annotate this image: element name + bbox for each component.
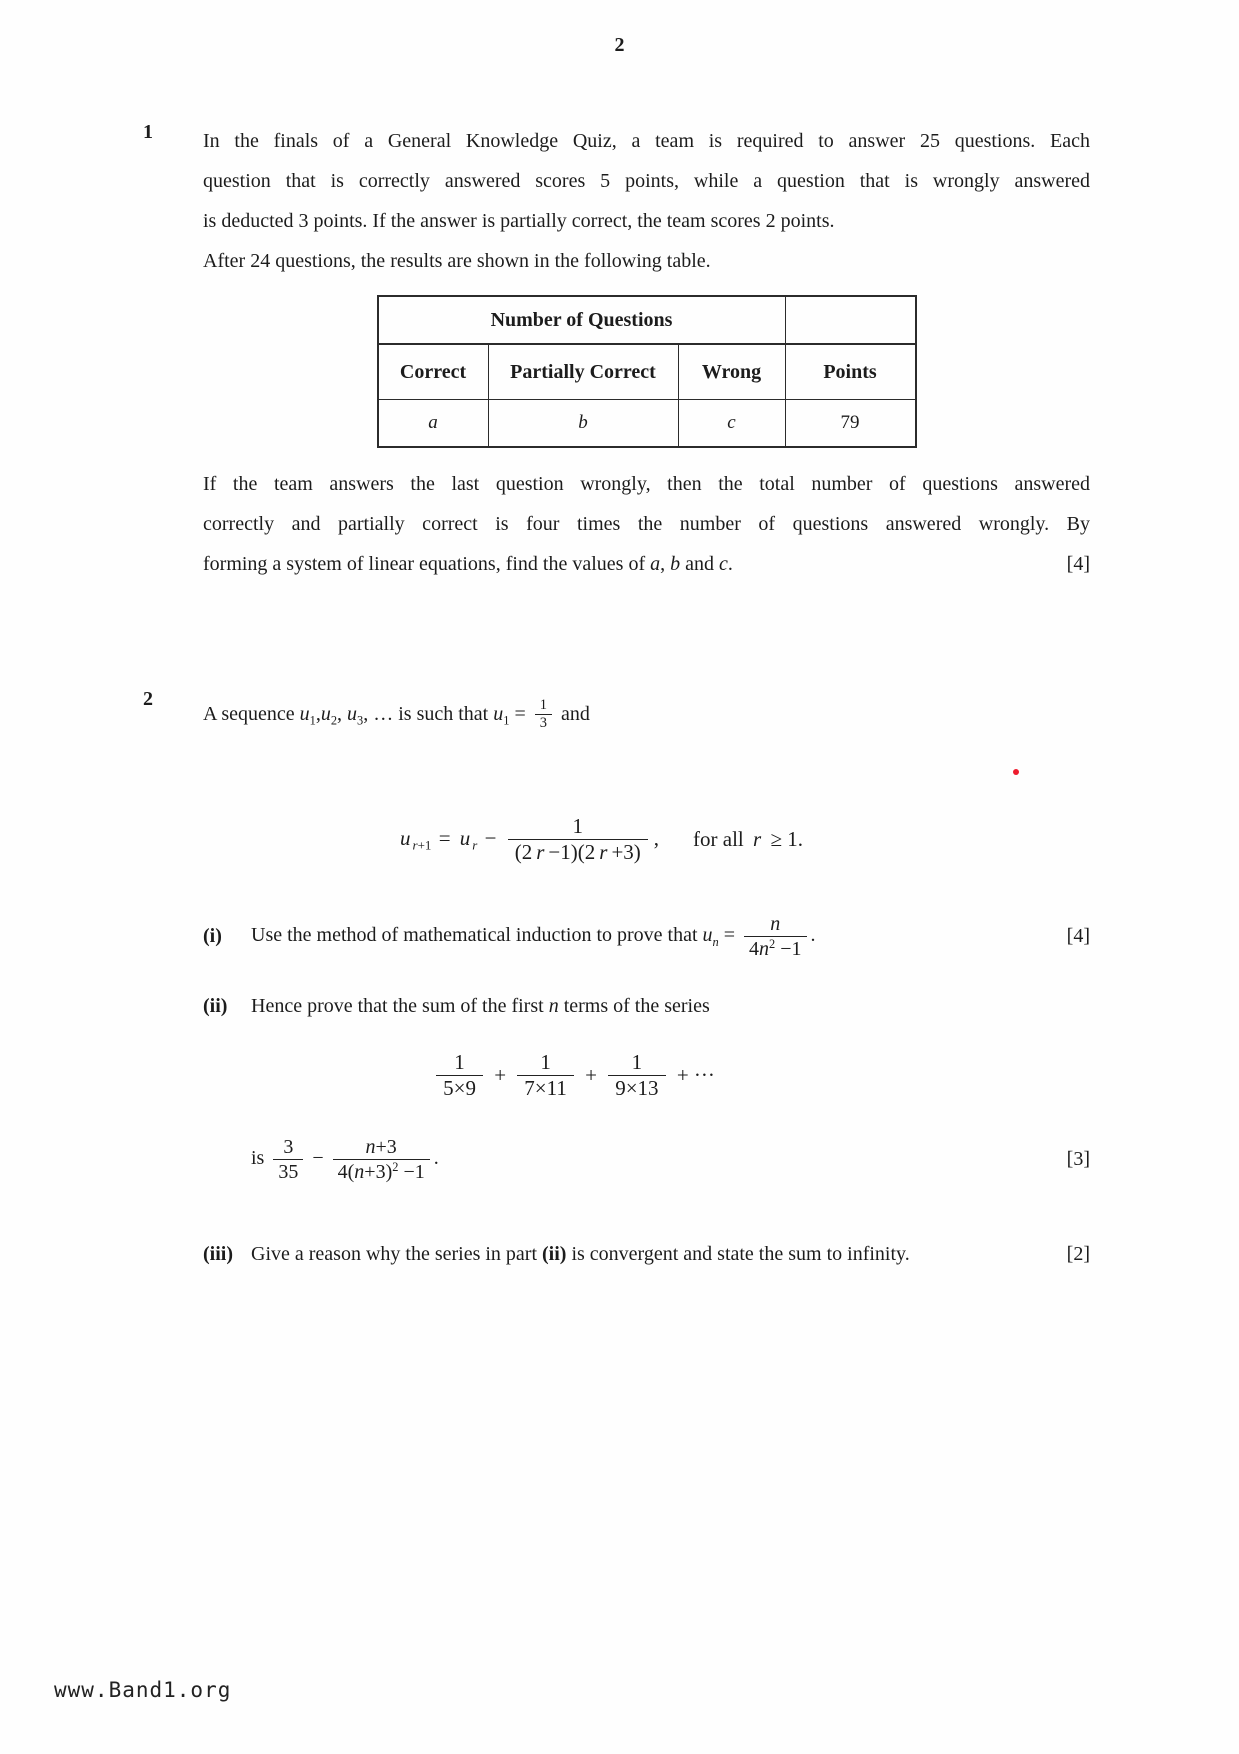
table-value-c: c bbox=[678, 400, 785, 448]
math-token: , … is such that bbox=[363, 703, 494, 725]
math-token: 1 bbox=[309, 713, 316, 728]
math-token: u bbox=[702, 924, 713, 947]
paragraph-line: After 24 questions, the results are shown in the following table. bbox=[203, 250, 711, 272]
math-token: + bbox=[579, 1063, 603, 1088]
part-ii-text bbox=[251, 995, 1040, 1018]
math-token: 1 bbox=[572, 814, 583, 839]
part-ii-sum-expression bbox=[251, 1135, 1040, 1184]
math-token: . bbox=[727, 553, 733, 575]
math-token: . bbox=[433, 1147, 439, 1170]
math-token: + bbox=[488, 1063, 512, 1088]
results-table bbox=[377, 295, 917, 448]
math-token: n bbox=[365, 1136, 376, 1159]
column-header-wrong: Wrong bbox=[678, 344, 785, 400]
math-token: u bbox=[459, 825, 471, 850]
marks-badge: [4] bbox=[1066, 553, 1090, 575]
math-token: , bbox=[315, 703, 321, 725]
math-token: = bbox=[433, 825, 456, 850]
math-token: , bbox=[337, 703, 348, 725]
column-header-partially-correct: Partially Correct bbox=[488, 344, 678, 400]
math-token: r bbox=[412, 837, 418, 853]
part-i-row bbox=[203, 901, 1090, 973]
math-token: +1 bbox=[417, 837, 432, 853]
math-token: A sequence bbox=[203, 703, 300, 725]
part-i-label: (i) bbox=[203, 925, 222, 948]
table-empty-header-cell bbox=[785, 296, 916, 344]
recurrence-equation bbox=[398, 814, 661, 865]
math-token: −1)(2 bbox=[548, 840, 596, 865]
part-iii-text bbox=[251, 1243, 1040, 1266]
math-token: and bbox=[680, 553, 719, 575]
math-token: (ii) bbox=[542, 1243, 567, 1266]
math-token: u bbox=[299, 703, 310, 725]
math-token: +3) bbox=[364, 1161, 393, 1184]
math-token: 1 bbox=[503, 713, 510, 728]
math-token: 2 bbox=[769, 937, 776, 952]
column-header-points: Points bbox=[785, 344, 916, 400]
math-token: r bbox=[536, 840, 545, 865]
math-token: 3 bbox=[357, 713, 364, 728]
math-token: − bbox=[479, 825, 502, 850]
question-1-number: 1 bbox=[143, 121, 153, 143]
math-token: 2 bbox=[330, 713, 338, 728]
red-dot-mark bbox=[1013, 769, 1019, 775]
math-token: is bbox=[251, 1147, 270, 1170]
question-1-body bbox=[203, 121, 1090, 584]
math-token: r bbox=[753, 827, 762, 852]
question-2 bbox=[143, 688, 1239, 1277]
math-token: r bbox=[599, 840, 608, 865]
math-token: u bbox=[320, 703, 331, 725]
math-token: = bbox=[509, 703, 531, 725]
math-token: for all bbox=[693, 827, 750, 852]
sequence-intro-line bbox=[203, 688, 1090, 747]
math-token: n bbox=[548, 995, 559, 1018]
table-value-a: a bbox=[378, 400, 489, 448]
math-token: = bbox=[718, 924, 741, 947]
column-header-correct: Correct bbox=[378, 344, 489, 400]
page-number: 2 bbox=[614, 34, 625, 56]
math-token: Give a reason why the series in part bbox=[251, 1243, 543, 1266]
math-token: . bbox=[810, 924, 816, 947]
footer-watermark-url: www.Band1.org bbox=[54, 1678, 232, 1702]
math-token: b bbox=[670, 553, 681, 575]
math-token: , bbox=[660, 553, 671, 575]
math-token: −1 bbox=[775, 938, 802, 961]
part-i-text bbox=[251, 912, 1040, 961]
math-fraction bbox=[508, 814, 648, 865]
math-token: 1 bbox=[454, 1050, 465, 1075]
marks-badge: [4] bbox=[1066, 925, 1090, 948]
math-token: forming a system of linear equations, find the values of bbox=[203, 553, 651, 575]
math-token: 1 bbox=[540, 1050, 551, 1075]
paragraph-line: correctly and partially correct is four times the number of questions answered wrongly. By bbox=[203, 513, 1090, 535]
math-token: −1 bbox=[398, 1161, 425, 1184]
math-token: 7×11 bbox=[524, 1076, 567, 1101]
math-token: c bbox=[719, 553, 728, 575]
math-token: 3 bbox=[283, 1136, 294, 1159]
paragraph-line bbox=[203, 544, 1090, 584]
table-value-b: b bbox=[488, 400, 678, 448]
marks-badge: [2] bbox=[1066, 1243, 1090, 1266]
paragraph-line: In the finals of a General Knowledge Quiz, a team is required to answer 25 questions. Each bbox=[203, 130, 1090, 152]
math-token: 5×9 bbox=[443, 1076, 476, 1101]
math-token: a bbox=[650, 553, 661, 575]
math-fraction bbox=[744, 912, 806, 961]
math-token: 4( bbox=[337, 1161, 355, 1184]
part-iii-label: (iii) bbox=[203, 1243, 233, 1266]
math-fraction bbox=[535, 697, 552, 733]
math-token: 9×13 bbox=[615, 1076, 659, 1101]
part-ii-label: (ii) bbox=[203, 995, 228, 1018]
math-token: +3) bbox=[611, 840, 641, 865]
question-2-body bbox=[203, 688, 1090, 1277]
math-token: u bbox=[493, 703, 504, 725]
math-fraction bbox=[608, 1050, 665, 1101]
question-1 bbox=[143, 121, 1239, 584]
math-fraction bbox=[333, 1135, 430, 1184]
math-token: + ··· bbox=[671, 1063, 715, 1088]
recurrence-formula bbox=[158, 803, 1045, 877]
paragraph-line: question that is correctly answered scores 5 points, while a question that is wrongly answered bbox=[203, 170, 1090, 192]
math-token: Hence prove that the sum of the first bbox=[251, 995, 549, 1018]
math-token: n bbox=[712, 935, 719, 949]
math-token: r bbox=[472, 837, 478, 853]
table-row bbox=[378, 400, 916, 448]
math-token: (2 bbox=[514, 840, 533, 865]
math-token: n bbox=[759, 938, 770, 961]
part-iii-row bbox=[203, 1233, 1090, 1277]
recurrence-condition bbox=[691, 827, 805, 852]
paragraph-line: If the team answers the last question wrongly, then the total number of questions answered bbox=[203, 473, 1090, 495]
paragraph-line: is deducted 3 points. If the answer is partially correct, the team scores 2 points. bbox=[203, 210, 835, 232]
math-token: n bbox=[354, 1161, 365, 1184]
math-token: 3 bbox=[539, 714, 547, 731]
table-value-points: 79 bbox=[785, 400, 916, 448]
series-expression bbox=[131, 1039, 1018, 1113]
math-token: 4 bbox=[749, 938, 760, 961]
math-fraction bbox=[517, 1050, 574, 1101]
math-token: +3 bbox=[375, 1136, 397, 1159]
math-token: n bbox=[770, 913, 781, 936]
math-token: 1 bbox=[631, 1050, 643, 1075]
part-ii-sum-row bbox=[203, 1121, 1090, 1199]
math-token: 2 bbox=[392, 1160, 399, 1175]
question-2-number: 2 bbox=[143, 688, 153, 710]
math-token: , bbox=[653, 825, 660, 850]
math-token: and bbox=[555, 703, 590, 725]
math-token: Use the method of mathematical induction to prove that bbox=[251, 924, 703, 947]
math-token: 1 bbox=[539, 696, 547, 713]
math-token: − bbox=[307, 1147, 329, 1170]
math-token: ≥ 1. bbox=[765, 827, 803, 852]
paragraph-line-math bbox=[203, 553, 733, 575]
table-row bbox=[378, 344, 916, 400]
math-token: u bbox=[400, 825, 411, 850]
marks-badge: [3] bbox=[1066, 1148, 1090, 1171]
math-fraction bbox=[273, 1135, 303, 1184]
math-token: terms of the series bbox=[558, 995, 710, 1018]
math-fraction bbox=[436, 1050, 483, 1101]
table-row bbox=[378, 296, 916, 344]
table-merged-header: Number of Questions bbox=[378, 296, 786, 344]
math-token: 35 bbox=[278, 1161, 299, 1184]
math-token: u bbox=[347, 703, 358, 725]
part-ii-row bbox=[203, 985, 1090, 1029]
math-token: is convergent and state the sum to infinity. bbox=[566, 1243, 910, 1266]
